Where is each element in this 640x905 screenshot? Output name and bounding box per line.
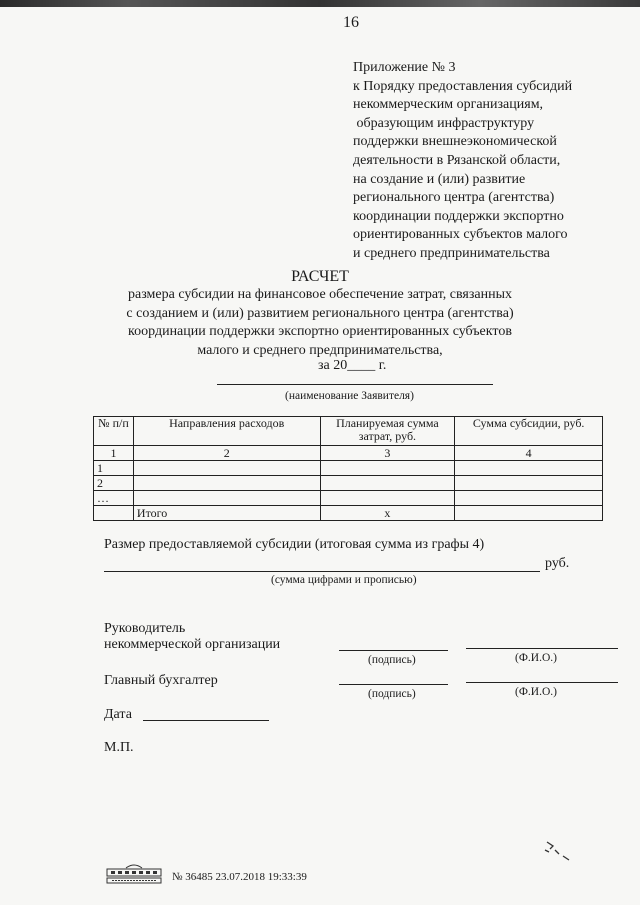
- head-label-line2: некоммерческой организации: [104, 637, 281, 652]
- appendix-line: поддержки внешнеэкономической: [353, 134, 557, 150]
- table-cell: [133, 476, 320, 491]
- appendix-line: ориентированных субъектов малого: [353, 227, 568, 243]
- period-line: за 20____ г.: [318, 358, 387, 373]
- signature-caption: (подпись): [368, 688, 416, 700]
- table-cell: [320, 461, 455, 476]
- applicant-caption: (наименование Заявителя): [285, 390, 414, 402]
- table-row: [94, 491, 603, 506]
- table-cell: 1: [94, 461, 134, 476]
- header-cell: Планируемая сумма затрат, руб.: [320, 417, 455, 446]
- header-cell: Направления расходов: [133, 417, 320, 446]
- appendix-line: Приложение № 3: [353, 60, 456, 75]
- subsidy-amount-field: [104, 571, 540, 572]
- subtitle-line: с созданием и (или) развитием регионального центра (агентства): [126, 305, 514, 321]
- seal-label: М.П.: [104, 740, 134, 755]
- head-signature-field: [339, 650, 448, 651]
- appendix-line: регионального центра (агентства): [353, 190, 555, 206]
- accountant-signature-field: [339, 684, 448, 685]
- total-cell: [455, 506, 603, 521]
- date-label: Дата: [104, 707, 132, 722]
- registry-stamp-icon: [104, 862, 164, 886]
- table-total-row: [94, 506, 603, 521]
- appendix-line: координации поддержки экспортно: [353, 208, 564, 224]
- column-number: 1: [94, 446, 134, 461]
- total-label: Итого: [133, 506, 320, 521]
- table-cell: …: [94, 491, 134, 506]
- amount-caption: (сумма цифрами и прописью): [271, 574, 417, 586]
- header-cell: Сумма субсидии, руб.: [455, 417, 603, 446]
- subsidy-label: Размер предоставляемой субсидии (итоговая сумма из графы 4): [104, 537, 485, 552]
- appendix-block: [353, 59, 633, 264]
- accountant-name-field: [466, 682, 618, 683]
- document-title: РАСЧЕТ: [291, 268, 349, 285]
- column-number: 2: [133, 446, 320, 461]
- currency-label: руб.: [545, 556, 570, 571]
- table-cell: [320, 476, 455, 491]
- appendix-line: на создание и (или) развитие: [353, 171, 526, 187]
- name-caption: (Ф.И.О.): [515, 686, 557, 698]
- column-number: 3: [320, 446, 455, 461]
- date-field: [143, 720, 269, 721]
- appendix-line: деятельности в Рязанской области,: [353, 152, 561, 168]
- appendix-line: некоммерческим организациям,: [353, 97, 544, 113]
- header-cell: № п/п: [94, 417, 134, 446]
- handwritten-mark-icon: [541, 838, 577, 864]
- table-cell: [133, 461, 320, 476]
- appendix-line: и среднего предпринимательства: [353, 245, 550, 261]
- document-subtitle: [0, 286, 640, 360]
- appendix-line: образующим инфраструктуру: [353, 115, 535, 131]
- appendix-line: к Порядку предоставления субсидий: [353, 78, 573, 94]
- table-header-row: [94, 417, 603, 446]
- applicant-name-field: [217, 384, 493, 385]
- registration-number: № 36485 23.07.2018 19:33:39: [172, 871, 307, 883]
- calculation-table: [93, 416, 603, 521]
- table-row: [94, 476, 603, 491]
- accountant-label: Главный бухгалтер: [104, 673, 218, 688]
- total-cell: х: [320, 506, 455, 521]
- signature-caption: (подпись): [368, 654, 416, 666]
- table-cell: [455, 491, 603, 506]
- subtitle-line: координации поддержки экспортно ориентированных субъектов: [128, 324, 512, 340]
- scan-edge: [0, 0, 640, 7]
- table-cell: [455, 476, 603, 491]
- table-cell: 2: [94, 476, 134, 491]
- table-cell: [133, 491, 320, 506]
- table-cell: [94, 506, 134, 521]
- table-column-numbers: [94, 446, 603, 461]
- column-number: 4: [455, 446, 603, 461]
- subtitle-line: размера субсидии на финансовое обеспечение затрат, связанных: [127, 287, 513, 302]
- subtitle-line: малого и среднего предпринимательства,: [197, 342, 443, 358]
- head-label-line1: Руководитель: [104, 621, 186, 636]
- head-name-field: [466, 648, 618, 649]
- table-row: [94, 461, 603, 476]
- name-caption: (Ф.И.О.): [515, 652, 557, 664]
- table-cell: [320, 491, 455, 506]
- table-cell: [455, 461, 603, 476]
- page-number: 16: [343, 14, 359, 31]
